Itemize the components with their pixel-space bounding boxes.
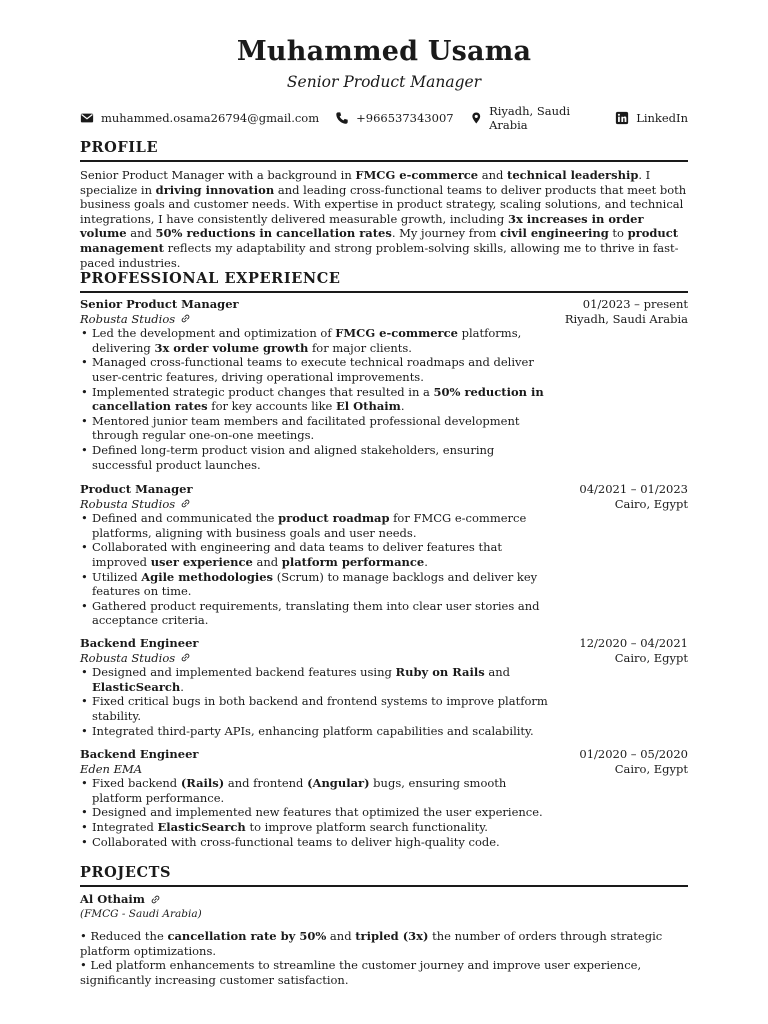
project-bullet	[80, 929, 688, 958]
job-company: Robusta Studios	[80, 496, 176, 511]
contact-phone[interactable]	[335, 104, 453, 132]
job-company-link[interactable]	[80, 312, 190, 327]
job-entry	[80, 636, 688, 738]
bullet-item	[80, 443, 548, 472]
project-name: Al Othaim	[80, 892, 145, 906]
bold-text: El Othaim	[336, 399, 401, 414]
bullet-item	[80, 385, 548, 414]
job-location: Cairo, Egypt	[614, 496, 688, 511]
candidate-name: Muhammed Usama	[236, 36, 532, 67]
projects-section	[80, 863, 688, 887]
bullet-item	[80, 326, 548, 355]
project-name-link[interactable]	[80, 892, 688, 907]
text-run: Implemented strategic product changes that resulted in a	[92, 384, 434, 399]
text-run: Utilized	[92, 569, 142, 584]
text-run: Designed and implemented backend features using	[92, 665, 396, 680]
job-company-link[interactable]	[80, 762, 142, 777]
job-location: Riyadh, Saudi Arabia	[564, 311, 688, 326]
bold-text: 3x order volume growth	[154, 340, 309, 355]
text-run: for FMCG e-commerce platforms, aligning with business goals and user needs.	[92, 511, 527, 540]
job-header-row	[80, 636, 688, 651]
bullet-item	[80, 835, 548, 850]
candidate-title: Senior Product Manager	[286, 73, 482, 91]
linkedin-text: LinkedIn	[636, 111, 688, 125]
job-bullets	[80, 665, 548, 738]
job-company-link[interactable]	[80, 497, 190, 512]
job-location: Cairo, Egypt	[614, 650, 688, 665]
job-bullets	[80, 776, 548, 849]
job-company: Robusta Studios	[80, 650, 176, 665]
link-icon	[181, 499, 190, 508]
job-dates: 04/2021 – 01/2023	[579, 482, 688, 496]
text-run: .	[424, 554, 428, 569]
profile-text	[80, 168, 688, 270]
job-location: Cairo, Egypt	[614, 761, 688, 776]
bold-text: ElasticSearch	[157, 819, 246, 834]
job-dates: 01/2020 – 05/2020	[579, 747, 688, 761]
text-run: Led the development and optimization of	[92, 326, 336, 341]
text-run: (Scrum) to manage backlogs and deliver key features on time.	[92, 569, 538, 599]
link-icon	[181, 653, 190, 662]
bold-text: product roadmap	[278, 511, 390, 526]
bold-text: 50% reductions in cancellation rates	[155, 226, 392, 241]
bold-text: ElasticSearch	[92, 679, 181, 694]
contact-email[interactable]	[80, 104, 319, 132]
experience-section	[80, 269, 688, 293]
bold-text: FMCG e-commerce	[355, 168, 479, 182]
job-company-row	[80, 651, 688, 666]
job-company: Robusta Studios	[80, 311, 176, 326]
bold-text: 50% reduction in cancellation rates	[92, 384, 544, 414]
bold-text: 3x increases in order volume	[80, 211, 644, 241]
job-company-row	[80, 762, 688, 777]
text-run: • Led platform enhancements to streamline the customer journey and improve user experience, significantly increasing customer satisfaction.	[80, 958, 642, 987]
job-entry	[80, 297, 688, 472]
projects-heading: PROJECTS	[80, 863, 688, 887]
text-run: Fixed backend	[92, 776, 181, 791]
text-run: Defined long-term product vision and aligned stakeholders, ensuring successful product launches.	[92, 442, 495, 472]
bullet-item	[80, 776, 548, 805]
bullet-item	[80, 805, 548, 820]
text-run: and	[478, 168, 508, 182]
text-run: Gathered product requirements, translating them into clear user stories and acceptance criteria.	[92, 598, 540, 628]
bold-text: Agile methodologies	[141, 569, 274, 584]
text-run: Designed and implemented new features that optimized the user experience.	[92, 805, 543, 820]
project-entry	[80, 892, 688, 988]
contact-linkedin[interactable]	[615, 104, 688, 132]
text-run: Defined and communicated the	[92, 511, 279, 526]
text-run: and	[326, 929, 356, 944]
job-header-row	[80, 482, 688, 497]
text-run: to	[608, 226, 628, 241]
text-run: and	[126, 226, 156, 241]
text-run: reflects my adaptability and strong problem-solving skills, allowing me to thrive in fast-paced industries.	[80, 240, 679, 270]
contact-location	[470, 104, 600, 132]
bold-text: (Angular)	[307, 776, 370, 791]
phone-icon	[335, 111, 349, 125]
text-run: for major clients.	[308, 340, 412, 355]
bold-text: product management	[80, 226, 679, 255]
job-company-row	[80, 312, 688, 327]
job-company-row	[80, 497, 688, 512]
location-text: Riyadh, Saudi Arabia	[489, 104, 571, 132]
text-run: platforms, delivering	[92, 326, 522, 355]
bullet-item	[80, 599, 548, 628]
map-pin-icon	[470, 111, 483, 125]
text-run: for key accounts like	[207, 399, 337, 414]
text-run: bugs, ensuring smooth platform performance.	[92, 776, 507, 805]
bold-text: civil engineering	[500, 226, 609, 241]
text-run: Senior Product Manager with a background in	[80, 168, 356, 182]
bullet-item	[80, 724, 548, 739]
text-run: Integrated	[92, 819, 158, 834]
job-role: Backend Engineer	[80, 747, 199, 761]
text-run: and leading cross-functional teams to deliver products that meet both business goals and customer needs. With expertise in product strategy, scaling solutions, and technical integrations, I have consistently delivered measurable growth, including	[80, 182, 687, 226]
job-role: Backend Engineer	[80, 636, 199, 650]
bold-text: tripled (3x)	[355, 929, 429, 944]
text-run: Managed cross-functional teams to execute technical roadmaps and deliver user-centric features, driving operational improvements.	[92, 355, 534, 384]
bold-text: platform performance	[281, 554, 425, 569]
text-run: Mentored junior team members and facilitated professional development through regular one-on-one meetings.	[92, 413, 520, 443]
bullet-item	[80, 570, 548, 599]
link-icon	[181, 314, 190, 323]
linkedin-icon	[615, 111, 629, 125]
bold-text: (Rails)	[180, 776, 225, 791]
experience-heading: PROFESSIONAL EXPERIENCE	[80, 269, 688, 293]
bold-text: FMCG e-commerce	[335, 326, 458, 341]
profile-heading: PROFILE	[80, 138, 688, 162]
job-header-row	[80, 297, 688, 312]
bullet-item	[80, 355, 548, 384]
bullet-item	[80, 540, 548, 569]
text-run: Integrated third-party APIs, enhancing platform capabilities and scalability.	[92, 723, 534, 738]
bold-text: user experience	[150, 554, 253, 569]
text-run: .	[400, 399, 405, 414]
job-header-row	[80, 747, 688, 762]
bold-text: Ruby on Rails	[395, 665, 485, 680]
job-company: Eden EMA	[80, 761, 143, 776]
text-run: . My journey from	[391, 226, 501, 241]
profile-section	[80, 138, 688, 270]
text-run: and frontend	[224, 776, 308, 791]
text-run: • Reduced the	[80, 929, 168, 944]
project-bullet	[80, 958, 688, 987]
bullet-item	[80, 414, 548, 443]
envelope-icon	[80, 111, 94, 125]
bullet-item	[80, 694, 548, 723]
bold-text: cancellation rate by 50%	[167, 929, 327, 944]
text-run: and	[484, 665, 510, 680]
text-run: to improve platform search functionality.	[245, 819, 488, 834]
bullet-item	[80, 511, 548, 540]
text-run: . I specialize in	[80, 168, 651, 197]
project-subtitle: (FMCG - Saudi Arabia)	[80, 907, 202, 920]
job-company-link[interactable]	[80, 651, 190, 666]
contact-bar	[80, 104, 688, 132]
phone-text: +966537343007	[356, 111, 454, 125]
bold-text: driving innovation	[155, 182, 275, 197]
job-entry	[80, 747, 688, 849]
bullet-item	[80, 665, 548, 694]
text-run: Fixed critical bugs in both backend and frontend systems to improve platform stability.	[92, 694, 548, 723]
text-run: the number of orders through strategic platform optimizations.	[80, 929, 663, 958]
job-entry	[80, 482, 688, 628]
bold-text: technical leadership	[507, 168, 639, 182]
job-role: Senior Product Manager	[80, 297, 239, 311]
job-bullets	[80, 511, 548, 628]
text-run: Collaborated with engineering and data teams to deliver features that improved	[92, 540, 502, 569]
link-icon	[151, 895, 160, 904]
job-dates: 12/2020 – 04/2021	[579, 636, 688, 650]
text-run: .	[180, 679, 184, 694]
email-text: muhammed.osama26794@gmail.com	[101, 111, 320, 125]
job-dates: 01/2023 – present	[582, 297, 688, 311]
bullet-item	[80, 820, 548, 835]
job-bullets	[80, 326, 548, 472]
job-role: Product Manager	[80, 482, 193, 496]
text-run: and	[252, 554, 282, 569]
text-run: Collaborated with cross-functional teams to deliver high-quality code.	[92, 834, 500, 849]
